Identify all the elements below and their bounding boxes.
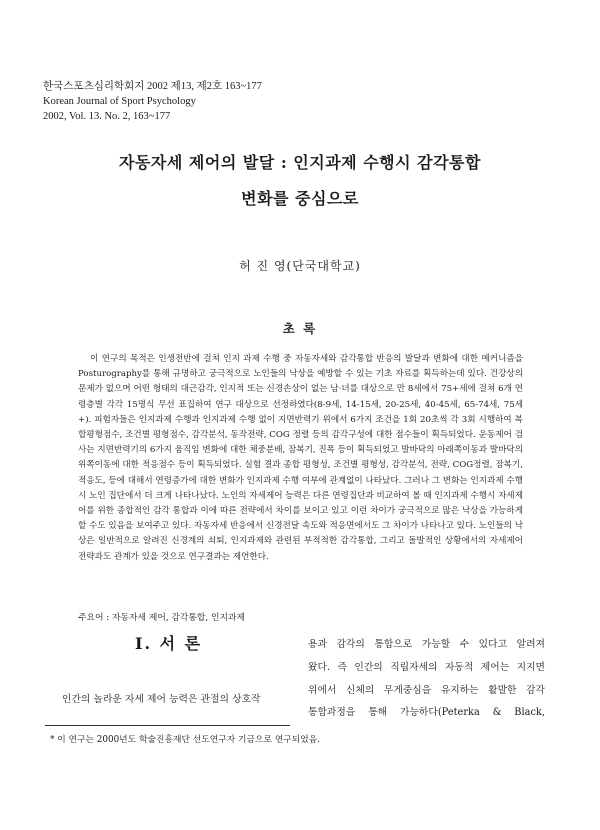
footnote: * 이 연구는 2000년도 학술진흥재단 선도연구자 기금으로 연구되었음.: [50, 735, 321, 745]
intro-right-line: 통합과정을 통해 가능하다(Peterka & Black,: [308, 707, 545, 719]
section-heading-introduction: I. 서 론: [135, 634, 203, 653]
intro-right-line: 왔다. 즉 인간의 직립자세의 자동적 제어는 지지면: [308, 661, 545, 673]
paper-title-line-2: 변화를 중심으로: [241, 189, 359, 208]
intro-right-line: 용과 감각의 통합으로 가능할 수 있다고 알려져: [308, 639, 545, 650]
journal-info-english: Korean Journal of Sport Psychology: [43, 96, 196, 107]
abstract-heading: 초 록: [282, 321, 318, 336]
intro-right-line: 위에서 신체의 무게중심을 유지하는 활발한 감각: [308, 684, 545, 696]
journal-info-volume: 2002, Vol. 13. No. 2, 163~177: [43, 111, 171, 122]
keywords: 주요어 : 자동자세 제어, 감각통합, 인지과제: [78, 613, 246, 623]
footnote-divider: [45, 725, 290, 726]
journal-info: [43, 79, 262, 124]
journal-info-korean: 한국스포츠심리학회지 2002 제13, 제2호 163~177: [43, 81, 262, 92]
abstract-body: 이 연구의 목적은 인생전반에 걸쳐 인지 과제 수행 중 자동자세와 감각통합 반응의 발달과 변화에 대한 메커니즘을 Posturography를 통해 규명하고 궁극적으로 노인들의 낙상을 예방할 수 있는 기초 자료를 획득하는데 있다. 건강상의 문제가 없으며 어떤 형태의 대근감각, 인지적 또는 신경손상이 없는 남·녀를 대상으로 만 8세에서 75+세에 걸쳐 6개 연령층별 각각 15명식 무선 표집하여 연구 대상으로 선정하였다(8-9세, 14-15세, 20-25세, 40-45세, 65-74세, 75세 +). 피험자들은 인지과제 수행과 인지과제 수행 없이 지면반력기 위에서 6가지 조건을 1회 20초씩 각 3회 시행하여 복합평형점수, 조건별 평형점수, 감각분석, 동작전략, COG 정렬 등의 감각구성에 대한 점수들이 획득되었다. 운동제어 검사는 지면반력기의 6가지 움직임 변화에 대한 체중분배, 잠복기, 진폭 등이 획득되었고 발바닥의 아래쪽이동과 발바닥의 위쪽이동에 대한 적응점수 등이 획득되었다. 실험 결과 종합 평형성, 조건별 평형성, 감각분석, 전략, COG정렬, 잠복기, 적응도, 등에 대해서 연령증가에 대한 변화가 인지과제 수행 여부에 관계없이 나타났다. 그러나 그 변화는 인지과제 수행시 노인 집단에서 더 크게 나타나났다. 노인의 자세제어 능력은 다른 연령집단과 비교하여 볼 때 인지과제 수행시 자세제어를 위한 종합적인 감각 통합과 이에 따른 전략에서 차이를 보이고 있고 이런 차이가 궁극적으로 많은 낙상을 가능하게 할 수도 있음을 보여주고 있다. 자동자세 반응에서 신경전달 속도와 적응면에서도 그 차이가 나타나고 있다. 노인들의 낙상은 일반적으로 알려진 신경계의 쇠퇴, 인지과제와 관련된 부적적한 감각통합, 그리고 돌발적인 상황에서의 자세제어 전략과도 관계가 있을 것으로 연구결과는 제언한다.: [78, 354, 523, 562]
intro-right-column: [308, 634, 545, 725]
author-line: 허 진 영(단국대학교): [239, 259, 361, 273]
paper-title-line-1: 자동자세 제어의 발달 : 인지과제 수행시 감각통합: [119, 153, 481, 172]
intro-left-column: 인간의 놀라운 자세 제어 능력은 관절의 상호작: [62, 694, 261, 705]
